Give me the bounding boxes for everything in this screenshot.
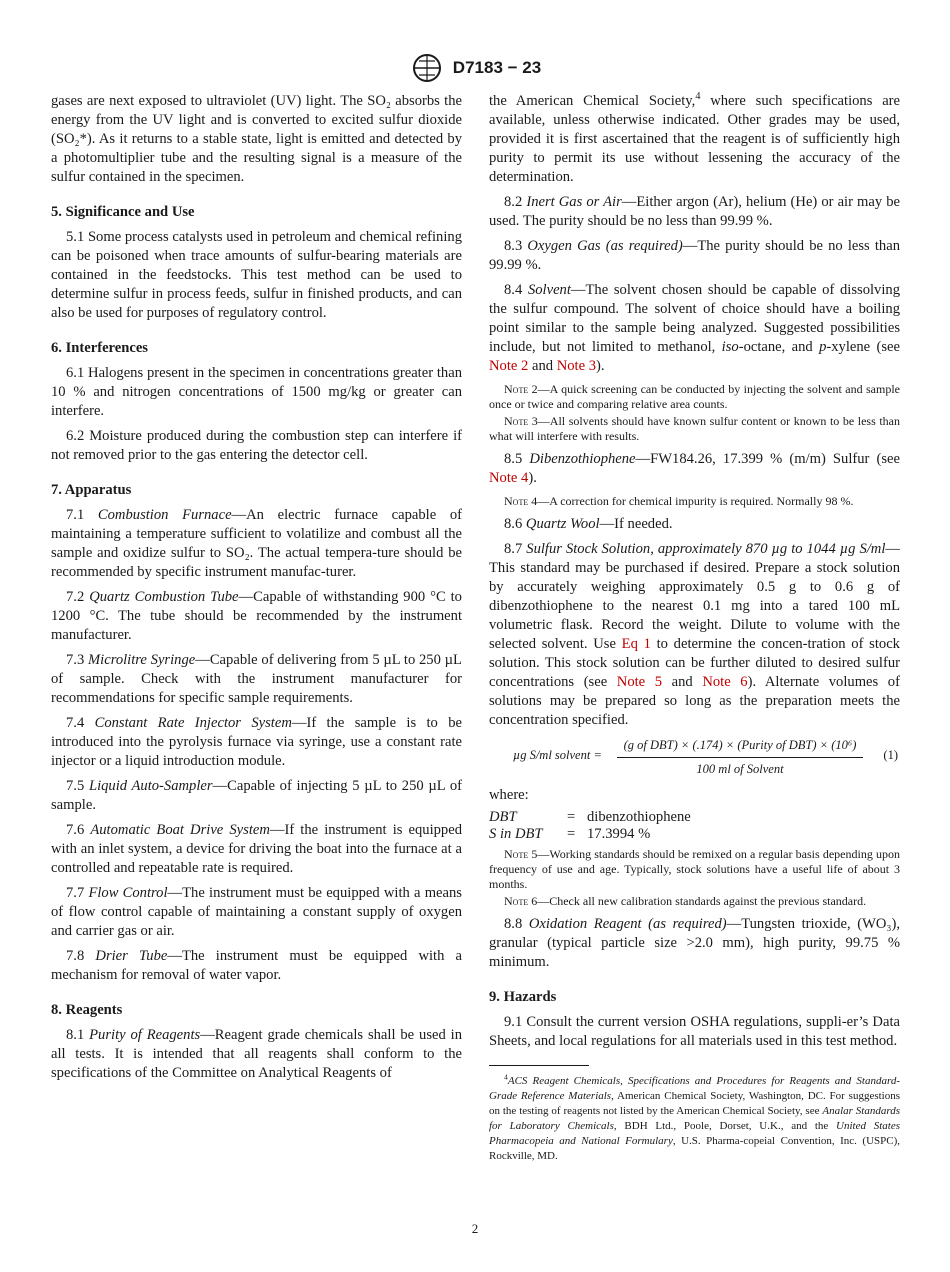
- page-number: 2: [471, 1221, 479, 1236]
- equation-fraction: [617, 736, 863, 779]
- paragraph: 7.5 Liquid Auto-Sampler—Capable of injecting 5 µL to 250 µL of sample.: [51, 778, 462, 813]
- left-column: [51, 92, 462, 1089]
- paragraph: 8.2 Inert Gas or Air—Either argon (Ar), helium (He) or air may be used. The purity should be no less than 99.99 %.: [489, 194, 901, 229]
- definition-row: DBT = dibenzothiophene: [489, 809, 691, 825]
- paragraph: 8.3 Oxygen Gas (as required)—The purity should be no less than 99.99 %.: [489, 238, 900, 273]
- paragraph: 7.6 Automatic Boat Drive System—If the instrument is equipped with an inlet system, a device for driving the boat into the furnace at a controlled and repeatable rate is required.: [51, 822, 463, 876]
- section-heading: 7. Apparatus: [51, 482, 132, 498]
- paragraph: 9.1 Consult the current version OSHA regulations, suppli-er’s Data Sheets, and local regulations for all materials used in this test method.: [489, 1014, 900, 1049]
- section-heading: 5. Significance and Use: [51, 204, 195, 220]
- note-2: Note 2—A quick screening can be conducted by injecting the solvent and sample once or twice and comparing relative area counts.: [489, 382, 900, 411]
- page-header: [0, 52, 950, 86]
- equation-numerator: (g of DBT) × (.174) × (Purity of DBT) × (10⁶): [617, 736, 863, 758]
- note-5-link[interactable]: Note 5: [616, 674, 663, 690]
- paragraph: 8.4 Solvent—The solvent chosen should be capable of dissolving the sulfur compound. The solvent of choice should have a boiling point similar to the sample being analyzed. Suggested possibilities include, but not limited to methanol, iso-octane, and p-xylene (see Note 2 and Note 3).: [489, 282, 901, 374]
- paragraph: 7.4 Constant Rate Injector System—If the sample is to be introduced into the pyrolysis furnace via syringe, use a constant rate injector or a liquid introduction module.: [51, 715, 462, 769]
- section-heading: 6. Interferences: [51, 340, 148, 356]
- paragraph: 6.1 Halogens present in the specimen in concentrations greater than 10 % and nitrogen concentrations of 1500 mg/kg or greater can interfere.: [51, 365, 462, 419]
- note-5: Note 5—Working standards should be remixed on a regular basis depending upon frequency of use and age. Typically, stock solutions have a useful life of about 3 months.: [489, 847, 900, 891]
- note-4: Note 4—A correction for chemical impurity is required. Normally 98 %.: [504, 494, 854, 508]
- astm-logo-icon: [409, 52, 445, 84]
- equation-lhs: µg S/ml solvent =: [513, 748, 602, 762]
- paragraph: 7.2 Quartz Combustion Tube—Capable of withstanding 900 °C to 1200 °C. The tube should be recommended by the instrument manufacturer.: [51, 589, 462, 643]
- note-3-link[interactable]: Note 3: [556, 358, 597, 374]
- footnote-divider: [489, 1065, 589, 1066]
- note-6: Note 6—Check all new calibration standards against the previous standard.: [504, 894, 867, 908]
- paragraph: 8.6 Quartz Wool—If needed.: [504, 516, 673, 532]
- where-label: where:: [489, 787, 529, 803]
- paragraph: 5.1 Some process catalysts used in petroleum and chemical refining can be poisoned when trace amounts of sulfur-bearing materials are contained in the feedstocks. This test method can be used to determine sulfur in process feeds, sulfur in finished products, and can also be used for purposes of regulatory control.: [51, 229, 462, 321]
- equation-1: [489, 736, 900, 776]
- paragraph: 7.1 Combustion Furnace—An electric furnace capable of maintaining a temperature sufficient to volatilize and combust all the sample and oxidize sulfur to SO₂. The actual tempera-ture should be recommended by specific instrument manufac-turer.: [51, 507, 462, 580]
- right-column: [489, 92, 900, 1164]
- section-heading: 9. Hazards: [489, 989, 557, 1005]
- paragraph: 7.7 Flow Control—The instrument must be equipped with a means of flow control capable of maintaining a constant supply of oxygen and carrier gas or air.: [51, 885, 462, 939]
- eq-1-link[interactable]: Eq 1: [621, 636, 651, 652]
- paragraph: 7.8 Drier Tube—The instrument must be equipped with a mechanism for removal of water vapor.: [51, 948, 463, 983]
- note-3: Note 3—All solvents should have known sulfur content or known to be less than what will interfere with results.: [489, 414, 900, 443]
- paragraph: 6.2 Moisture produced during the combustion step can interfere if not removed prior to the gas entering the detector cell.: [51, 428, 462, 463]
- note-6-link[interactable]: Note 6: [702, 674, 748, 690]
- equation-denominator: 100 ml of Solvent: [696, 762, 784, 776]
- note-4-link[interactable]: Note 4: [489, 470, 529, 486]
- definition-row: S in DBT = 17.3994 %: [489, 826, 651, 842]
- paragraph: 8.1 Purity of Reagents—Reagent grade chemicals shall be used in all tests. It is intended that all reagents shall conform to the specifications of the Committee on Analytical Reagents of: [51, 1027, 462, 1081]
- note-2-link[interactable]: Note 2: [489, 358, 529, 374]
- designation: D7183 − 23: [452, 58, 542, 77]
- section-heading: 8. Reagents: [51, 1002, 123, 1018]
- paragraph: 7.3 Microlitre Syringe—Capable of delivering from 5 µL to 250 µL of sample. Check with the instrument manufacturer for recommendations for specific sample requirements.: [51, 652, 462, 706]
- footnote-4: $^4$ACS Reagent Chemicals, Specifications and Procedures for Reagents and Standard-Grade Reference Materials, American Chemical Society, Washington, DC. For suggestions on the testing of reagents not listed by the American Chemical Society, see Analar Standards for Laboratory Chemicals, BDH Ltd., Poole, Dorset, U.K., and the United States Pharmacopeia and National Formulary, U.S. Pharma-copeial Convention, Inc. (USPC), Rockville, MD.: [489, 1072, 900, 1162]
- paragraph: 8.7 Sulfur Stock Solution, approximately 870 µg to 1044 µg S/ml—This standard may be purchased if desired. Prepare a stock solution by accurately weighing approximately 0.5 g to 0.6 g of dibenzothiophene to the nearest 0.1 mg into a tared 100 mL volumetric flask. Record the weight. Dilute to volume with the selected solvent. Use Eq 1 to determine the concen-tration of stock solution. This stock solution can be further diluted to desired sulfur concentrations (see Note 5 and Note 6). Alternate volumes of solutions may be prepared so long as the preparation meets the concentration specified.: [489, 541, 900, 728]
- paragraph: 8.5 Dibenzothiophene—FW184.26, 17.399 % (m/m) Sulfur (see Note 4).: [489, 451, 900, 486]
- paragraph: gases are next exposed to ultraviolet (UV) light. The SO₂ absorbs the energy from the UV light and is converted to excited sulfur dioxide (SO₂*). As it returns to a stable state, light is emitted and detected by a photomultiplier tube and the resulting signal is a measure of the sulfur contained in the specimen.: [51, 93, 462, 185]
- equation-number: (1): [883, 748, 898, 762]
- paragraph: the American Chemical Society,$^4$ where such specifications are available, unless otherwise indicated. Other grades may be used, provided it is first ascertained that the reagent is of sufficiently high purity to permit its use without lessening the accuracy of the determination.: [489, 91, 901, 185]
- paragraph: 8.8 Oxidation Reagent (as required)—Tungsten trioxide, (WO₃), granular (typical particle size >2.0 mm), high purity, 99.75 % minimum.: [489, 916, 900, 970]
